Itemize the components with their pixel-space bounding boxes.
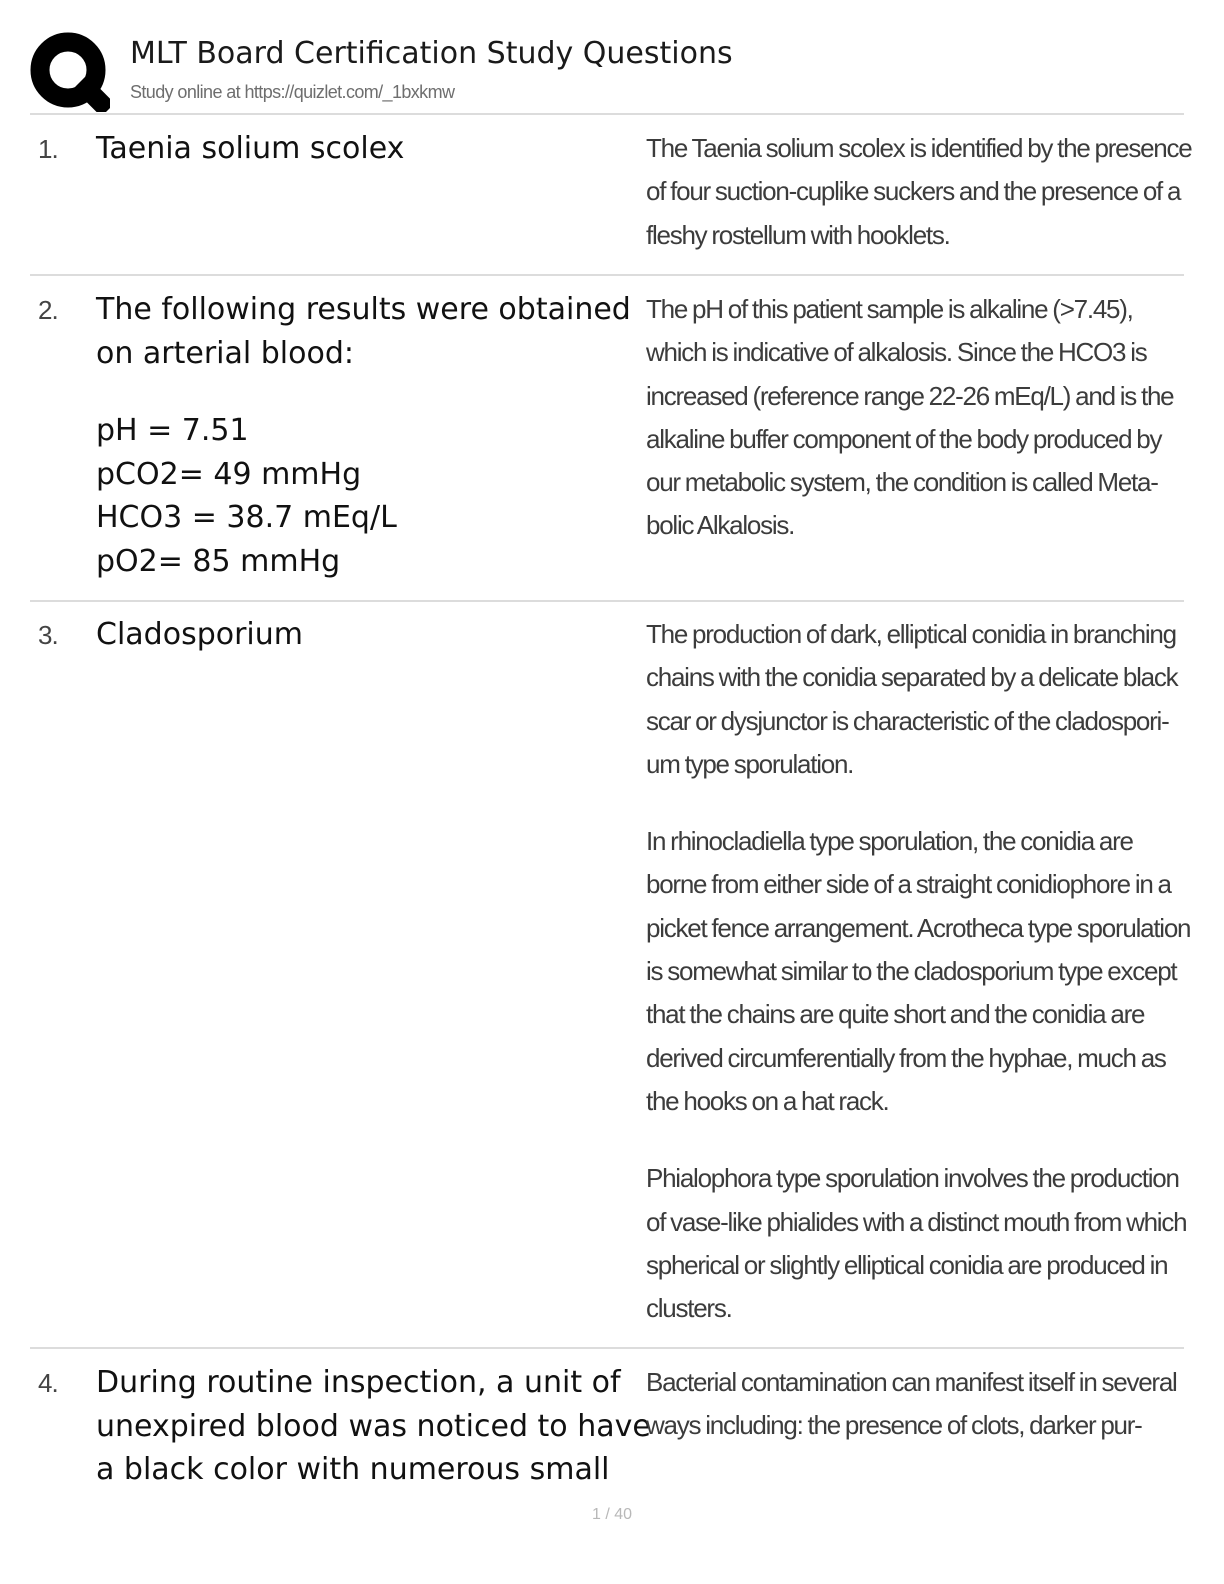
definition-line: Bacterial contamination can manifest itself in several bbox=[646, 1367, 1177, 1397]
card-number: 1. bbox=[38, 134, 58, 164]
definition-line: which is indicative of alkalosis. Since the HCO3 is bbox=[646, 337, 1147, 368]
definition-line: the hooks on a hat rack. bbox=[646, 1085, 889, 1116]
definition-line: chains with the conidia separated by a delicate black bbox=[646, 662, 1178, 693]
definition-line: fleshy rostellum with hooklets. bbox=[646, 219, 950, 250]
definition-line: bolic Alkalosis. bbox=[646, 510, 795, 541]
term-line: a black color with numerous small bbox=[96, 1452, 610, 1487]
page-number: 1 / 40 bbox=[591, 1506, 633, 1523]
definition-line: The production of dark, elliptical conidia in branching bbox=[646, 619, 1176, 649]
card-term bbox=[96, 288, 648, 583]
definition-line: Phialophora type sporulation involves the production bbox=[646, 1163, 1179, 1194]
term-line: Cladosporium bbox=[96, 617, 303, 652]
divider bbox=[30, 274, 1184, 276]
card-definition bbox=[646, 1361, 1177, 1448]
definition-line: picket fence arrangement. Acrotheca type sporulation bbox=[646, 912, 1191, 943]
definition-line: clusters. bbox=[646, 1293, 732, 1324]
card-number: 3. bbox=[38, 620, 58, 650]
definition-line: The Taenia solium scolex is identified by the presence bbox=[646, 133, 1192, 163]
term-value-ph: pH = 7.51 bbox=[96, 413, 249, 448]
page-header bbox=[30, 28, 1182, 114]
definition-line: borne from either side of a straight conidiophore in a bbox=[646, 869, 1171, 900]
card-term bbox=[96, 613, 648, 657]
definition-line: of four suction-cuplike suckers and the presence of a bbox=[646, 176, 1181, 207]
divider bbox=[30, 600, 1184, 602]
quizlet-q-logo-icon bbox=[30, 32, 110, 112]
divider bbox=[30, 113, 1184, 115]
term-line: Taenia solium scolex bbox=[96, 131, 405, 166]
definition-line: increased (reference range 22-26 mEq/L) and is the bbox=[646, 380, 1174, 411]
card-definition bbox=[646, 127, 1192, 257]
definition-line: ways including: the presence of clots, darker pur- bbox=[646, 1410, 1142, 1441]
divider bbox=[30, 1347, 1184, 1349]
definition-line: that the chains are quite short and the conidia are bbox=[646, 999, 1145, 1030]
definition-line: alkaline buffer component of the body produced by bbox=[646, 423, 1162, 454]
definition-line: um type sporulation. bbox=[646, 748, 854, 779]
term-line: unexpired blood was noticed to have bbox=[96, 1408, 651, 1444]
definition-line: In rhinocladiella type sporulation, the conidia are bbox=[646, 826, 1133, 857]
definition-line: spherical or slightly elliptical conidia are produced in bbox=[646, 1249, 1168, 1280]
card-term bbox=[96, 1361, 651, 1492]
term-value-hco3: HCO3 = 38.7 mEq/L bbox=[96, 500, 397, 535]
term-line: During routine inspection, a unit of bbox=[96, 1365, 621, 1400]
definition-line: is somewhat similar to the cladosporium type except bbox=[646, 956, 1177, 987]
definition-line: of vase-like phialides with a distinct mouth from which bbox=[646, 1206, 1187, 1237]
term-value-po2: pO2= 85 mmHg bbox=[96, 543, 341, 579]
card-definition bbox=[646, 613, 1191, 1330]
term-line: The following results were obtained bbox=[96, 292, 631, 327]
card-number: 4. bbox=[38, 1368, 58, 1398]
definition-line: scar or dysjunctor is characteristic of the cladospori- bbox=[646, 705, 1169, 736]
definition-line: derived circumferentially from the hyphae, much as bbox=[646, 1042, 1166, 1073]
card-number: 2. bbox=[38, 295, 58, 325]
page-title: MLT Board Certification Study Questions bbox=[130, 36, 733, 71]
study-link-text: Study online at https://quizlet.com/_1bxkmw bbox=[130, 82, 455, 102]
card-term bbox=[96, 127, 648, 171]
term-value-pco2: pCO2= 49 mmHg bbox=[96, 456, 362, 492]
definition-line: our metabolic system, the condition is called Meta- bbox=[646, 467, 1158, 498]
card-definition bbox=[646, 288, 1174, 548]
definition-line: The pH of this patient sample is alkaline (>7.45), bbox=[646, 294, 1133, 324]
term-line: on arterial blood: bbox=[96, 335, 355, 371]
